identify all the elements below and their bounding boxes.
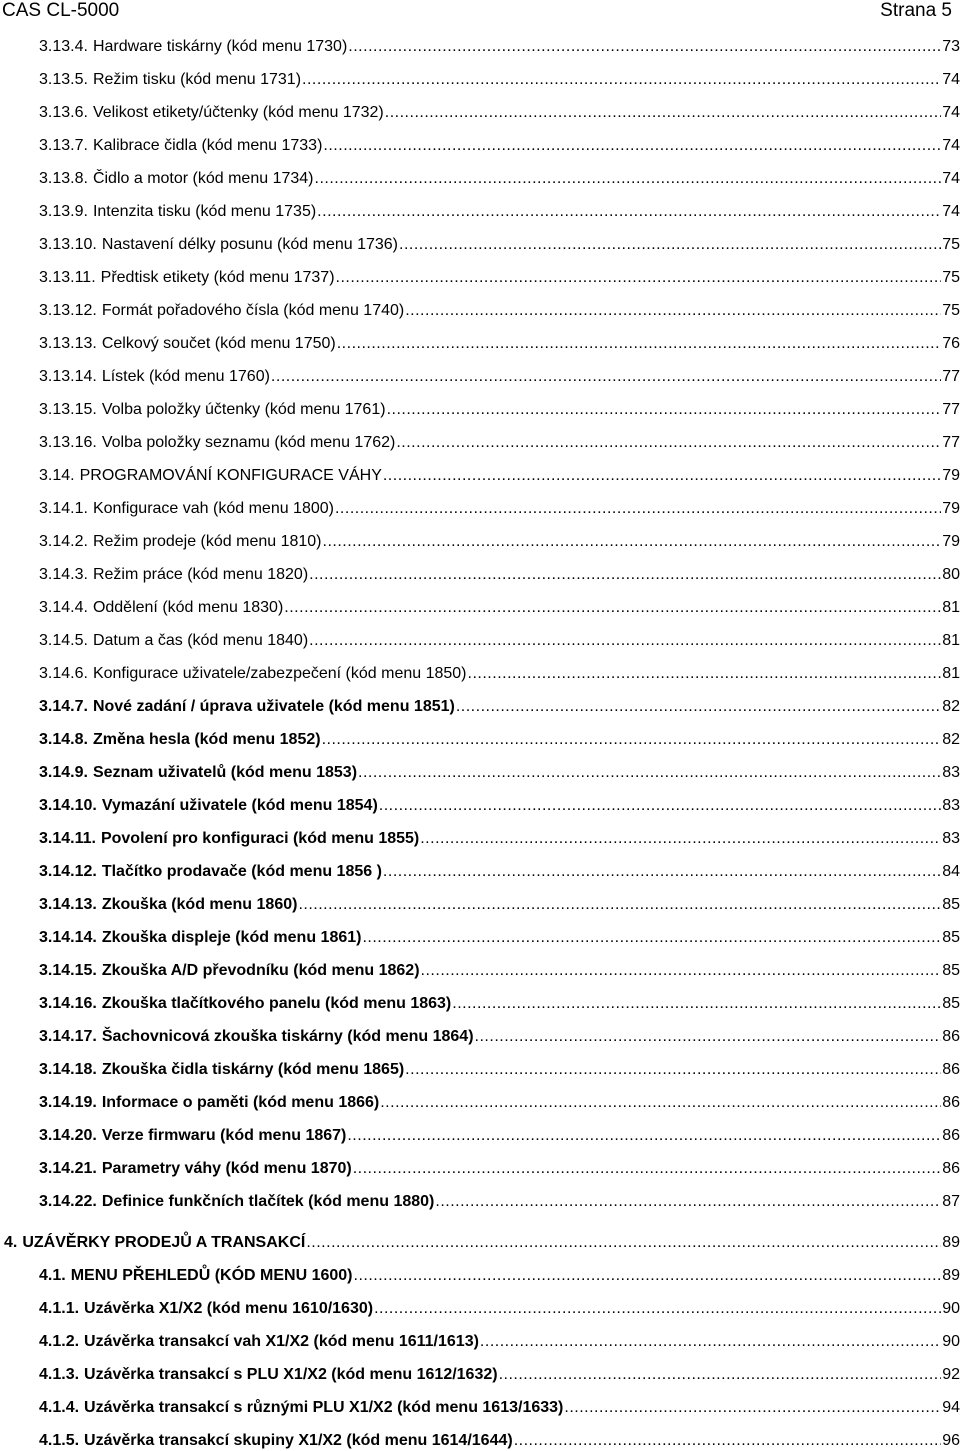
toc-entry-title: Verze firmwaru (kód menu 1867) bbox=[101, 1127, 347, 1144]
toc-dot-leader bbox=[317, 202, 941, 222]
toc-entry-title: Uzávěrka X1/X2 (kód menu 1610/1630) bbox=[84, 1300, 374, 1317]
toc-dot-leader bbox=[284, 598, 941, 618]
toc-entry-page: 85 bbox=[942, 962, 960, 979]
toc-entry-number: 4.1.2. bbox=[39, 1333, 80, 1350]
toc-entry-number: 3.14.10. bbox=[39, 797, 97, 814]
toc-entry-number: 3.13.15. bbox=[39, 401, 97, 418]
toc-entry[interactable] bbox=[39, 1332, 960, 1352]
toc-entry-page: 81 bbox=[942, 632, 960, 649]
toc-entry-number: 3.13.14. bbox=[39, 368, 97, 385]
toc-entry-page: 74 bbox=[942, 71, 960, 88]
toc-entry-page: 92 bbox=[942, 1366, 960, 1383]
toc-dot-leader bbox=[335, 499, 941, 519]
toc-entry[interactable] bbox=[39, 697, 960, 717]
toc-entry-title: PROGRAMOVÁNÍ KONFIGURACE VÁHY bbox=[79, 467, 382, 484]
toc-entry-title: Nové zadání / úprava uživatele (kód menu 1851) bbox=[92, 698, 455, 715]
toc-dot-leader bbox=[421, 961, 942, 981]
toc-entry-number: 3.13.8. bbox=[39, 170, 88, 187]
toc-entry-number: 3.14.1. bbox=[39, 500, 88, 517]
toc-dot-leader bbox=[347, 1126, 941, 1146]
toc-dot-leader bbox=[399, 235, 941, 255]
toc-entry-page: 74 bbox=[942, 203, 960, 220]
toc-dot-leader bbox=[379, 796, 941, 816]
toc-entry-title: Velikost etikety/účtenky (kód menu 1732) bbox=[92, 104, 384, 121]
toc-entry-number: 4.1. bbox=[39, 1267, 66, 1284]
toc-entry-number: 4.1.1. bbox=[39, 1300, 80, 1317]
toc-entry-page: 89 bbox=[942, 1267, 960, 1284]
toc-entry-number: 3.14.13. bbox=[39, 896, 97, 913]
toc-dot-leader bbox=[435, 1192, 941, 1212]
toc-entry-title: Seznam uživatelů (kód menu 1853) bbox=[92, 764, 358, 781]
toc-entry[interactable] bbox=[39, 928, 960, 948]
toc-entry-title: Datum a čas (kód menu 1840) bbox=[92, 632, 309, 649]
toc-entry[interactable] bbox=[39, 862, 960, 882]
toc-entry[interactable] bbox=[39, 70, 960, 90]
toc-entry[interactable] bbox=[39, 1398, 960, 1418]
toc-entry-page: 76 bbox=[942, 335, 960, 352]
toc-entry-page: 81 bbox=[942, 665, 960, 682]
toc-entry-title: Intenzita tisku (kód menu 1735) bbox=[92, 203, 317, 220]
toc-entry-page: 74 bbox=[942, 104, 960, 121]
page-header bbox=[0, 0, 960, 24]
toc-entry-page: 90 bbox=[942, 1333, 960, 1350]
toc-entry-page: 85 bbox=[942, 995, 960, 1012]
toc-entry[interactable] bbox=[4, 1233, 960, 1253]
toc-entry-page: 89 bbox=[942, 1234, 960, 1251]
toc-dot-leader bbox=[315, 169, 942, 189]
toc-entry-title: Nastavení délky posunu (kód menu 1736) bbox=[101, 236, 399, 253]
toc-dot-leader bbox=[405, 1060, 941, 1080]
toc-entry-page: 79 bbox=[942, 500, 960, 517]
toc-dot-leader bbox=[405, 301, 941, 321]
toc-dot-leader bbox=[514, 1431, 942, 1451]
toc-entry-title: Volba položky účtenky (kód menu 1761) bbox=[101, 401, 386, 418]
toc-entry-number: 3.14.14. bbox=[39, 929, 97, 946]
toc-entry-page: 82 bbox=[942, 731, 960, 748]
toc-entry-title: Šachovnicová zkouška tiskárny (kód menu 1864) bbox=[101, 1028, 474, 1045]
toc-entry-number: 3.13.7. bbox=[39, 137, 88, 154]
toc-entry-page: 74 bbox=[942, 170, 960, 187]
toc-dot-leader bbox=[271, 367, 941, 387]
toc-entry[interactable] bbox=[39, 103, 960, 123]
toc-entry-page: 83 bbox=[942, 797, 960, 814]
toc-entry-number: 3.13.5. bbox=[39, 71, 88, 88]
toc-entry-page: 86 bbox=[942, 1094, 960, 1111]
toc-entry-number: 3.13.9. bbox=[39, 203, 88, 220]
toc-entry-title: Změna hesla (kód menu 1852) bbox=[92, 731, 321, 748]
toc-entry-page: 79 bbox=[942, 467, 960, 484]
toc-entry-number: 3.13.13. bbox=[39, 335, 97, 352]
toc-entry[interactable] bbox=[39, 235, 960, 255]
toc-dot-leader bbox=[309, 565, 941, 585]
toc-entry-number: 3.14.21. bbox=[39, 1160, 97, 1177]
toc-dot-leader bbox=[380, 1093, 941, 1113]
toc-entry-title: Celkový součet (kód menu 1750) bbox=[101, 335, 336, 352]
toc-entry-number: 3.13.6. bbox=[39, 104, 88, 121]
toc-entry-title: Informace o paměti (kód menu 1866) bbox=[101, 1094, 380, 1111]
toc-entry-title: Zkouška displeje (kód menu 1861) bbox=[101, 929, 362, 946]
toc-entry-title: Zkouška A/D převodníku (kód menu 1862) bbox=[101, 962, 420, 979]
toc-entry-number: 3.14.22. bbox=[39, 1193, 97, 1210]
toc-entry-number: 3.14.9. bbox=[39, 764, 88, 781]
toc-entry-number: 3.14.11. bbox=[39, 830, 96, 847]
toc-entry-number: 3.14.16. bbox=[39, 995, 97, 1012]
toc-entry-title: Zkouška tlačítkového panelu (kód menu 1863) bbox=[101, 995, 452, 1012]
toc-dot-leader bbox=[302, 70, 941, 90]
toc-entry-number: 3.14.6. bbox=[39, 665, 88, 682]
toc-entry-title: Povolení pro konfiguraci (kód menu 1855) bbox=[100, 830, 420, 847]
toc-entry-title: UZÁVĚRKY PRODEJŮ A TRANSAKCÍ bbox=[22, 1234, 306, 1251]
toc-entry[interactable] bbox=[39, 631, 960, 651]
toc-dot-leader bbox=[564, 1398, 941, 1418]
toc-entry[interactable] bbox=[39, 895, 960, 915]
toc-entry-number: 3.14.3. bbox=[39, 566, 88, 583]
toc-entry[interactable] bbox=[39, 598, 960, 618]
toc-entry-page: 75 bbox=[942, 236, 960, 253]
toc-entry-title: Režim tisku (kód menu 1731) bbox=[92, 71, 302, 88]
toc-entry[interactable] bbox=[39, 466, 960, 486]
toc-entry-page: 83 bbox=[942, 830, 960, 847]
toc-entry-title: Režim prodeje (kód menu 1810) bbox=[92, 533, 322, 550]
toc-entry-page: 77 bbox=[942, 368, 960, 385]
toc-entry-page: 77 bbox=[942, 401, 960, 418]
toc-entry[interactable] bbox=[39, 433, 960, 453]
toc-entry-page: 86 bbox=[942, 1127, 960, 1144]
toc-entry-page: 83 bbox=[942, 764, 960, 781]
toc-entry[interactable] bbox=[39, 136, 960, 156]
toc-entry-number: 3.14.12. bbox=[39, 863, 97, 880]
toc-entry-number: 3.14.18. bbox=[39, 1061, 97, 1078]
toc-entry[interactable] bbox=[39, 961, 960, 981]
toc-entry[interactable] bbox=[39, 796, 960, 816]
toc-dot-leader bbox=[383, 466, 941, 486]
toc-entry-title: Formát pořadového čísla (kód menu 1740) bbox=[101, 302, 405, 319]
toc-entry-number: 3.14.2. bbox=[39, 533, 88, 550]
toc-dot-leader bbox=[322, 730, 942, 750]
toc-entry[interactable] bbox=[39, 1192, 960, 1212]
toc-entry[interactable] bbox=[39, 1299, 960, 1319]
toc-entry[interactable] bbox=[39, 301, 960, 321]
toc-entry-page: 81 bbox=[942, 599, 960, 616]
toc-entry[interactable] bbox=[39, 565, 960, 585]
toc-entry-number: 3.14.5. bbox=[39, 632, 88, 649]
toc-entry[interactable] bbox=[39, 1266, 960, 1286]
toc-entry-title: Režim práce (kód menu 1820) bbox=[92, 566, 309, 583]
toc-entry-number: 3.14.19. bbox=[39, 1094, 97, 1111]
toc-entry-page: 82 bbox=[942, 698, 960, 715]
toc-entry-title: Lístek (kód menu 1760) bbox=[101, 368, 270, 385]
toc-entry-page: 74 bbox=[942, 137, 960, 154]
toc-entry-title: Konfigurace vah (kód menu 1800) bbox=[92, 500, 334, 517]
toc-entry-page: 79 bbox=[942, 533, 960, 550]
toc-entry-number: 3.14.8. bbox=[39, 731, 88, 748]
toc-entry[interactable] bbox=[39, 400, 960, 420]
toc-entry-title: Uzávěrka transakcí s PLU X1/X2 (kód menu 1612/1632) bbox=[84, 1366, 498, 1383]
toc-entry-title: Vymazání uživatele (kód menu 1854) bbox=[101, 797, 378, 814]
toc-entry-number: 3.14.4. bbox=[39, 599, 88, 616]
toc-entry-page: 86 bbox=[942, 1028, 960, 1045]
toc-entry[interactable] bbox=[39, 169, 960, 189]
toc-entry-number: 3.13.16. bbox=[39, 434, 97, 451]
toc-dot-leader bbox=[306, 1233, 941, 1253]
toc-entry-number: 3.13.4. bbox=[39, 38, 88, 55]
toc-dot-leader bbox=[396, 433, 941, 453]
toc-entry-page: 90 bbox=[942, 1300, 960, 1317]
toc-entry-page: 85 bbox=[942, 896, 960, 913]
toc-entry-title: Volba položky seznamu (kód menu 1762) bbox=[101, 434, 396, 451]
toc-entry-page: 75 bbox=[942, 269, 960, 286]
toc-entry-title: Uzávěrka transakcí skupiny X1/X2 (kód menu 1614/1644) bbox=[84, 1432, 513, 1449]
toc-dot-leader bbox=[336, 268, 942, 288]
toc-entry-number: 3.13.12. bbox=[39, 302, 97, 319]
toc-entry-page: 87 bbox=[942, 1193, 960, 1210]
toc-entry[interactable] bbox=[39, 1159, 960, 1179]
toc-entry-page: 86 bbox=[942, 1160, 960, 1177]
toc-entry-title: Definice funkčních tlačítek (kód menu 1880) bbox=[101, 1193, 435, 1210]
toc-entry[interactable] bbox=[39, 499, 960, 519]
toc-dot-leader bbox=[362, 928, 941, 948]
toc-dot-leader bbox=[323, 532, 942, 552]
toc-dot-leader bbox=[385, 103, 941, 123]
toc-entry-number: 3.14. bbox=[39, 467, 75, 484]
toc-dot-leader bbox=[480, 1332, 941, 1352]
toc-entry-number: 3.14.15. bbox=[39, 962, 97, 979]
toc-entry-number: 4. bbox=[4, 1234, 18, 1251]
toc-entry-page: 85 bbox=[942, 929, 960, 946]
toc-entry[interactable] bbox=[39, 1126, 960, 1146]
toc-entry[interactable] bbox=[39, 763, 960, 783]
toc-entry[interactable] bbox=[39, 1060, 960, 1080]
toc-dot-leader bbox=[354, 1266, 942, 1286]
toc-entry[interactable] bbox=[39, 1365, 960, 1385]
toc-dot-leader bbox=[383, 862, 941, 882]
toc-entry[interactable] bbox=[39, 37, 960, 57]
toc-entry-title: Předtisk etikety (kód menu 1737) bbox=[100, 269, 335, 286]
toc-entry-page: 80 bbox=[942, 566, 960, 583]
toc-dot-leader bbox=[323, 136, 941, 156]
toc-dot-leader bbox=[468, 664, 942, 684]
toc-entry-title: Konfigurace uživatele/zabezpečení (kód menu 1850) bbox=[92, 665, 467, 682]
toc-dot-leader bbox=[452, 994, 941, 1014]
toc-entry[interactable] bbox=[39, 202, 960, 222]
toc-entry-page: 75 bbox=[942, 302, 960, 319]
toc-dot-leader bbox=[456, 697, 941, 717]
toc-entry-number: 3.13.11. bbox=[39, 269, 96, 286]
toc-entry[interactable] bbox=[39, 367, 960, 387]
toc-entry[interactable] bbox=[39, 334, 960, 354]
toc-entry-number: 4.1.3. bbox=[39, 1366, 80, 1383]
toc-dot-leader bbox=[358, 763, 941, 783]
toc-dot-leader bbox=[337, 334, 941, 354]
toc-entry-page: 73 bbox=[942, 38, 960, 55]
toc-dot-leader bbox=[374, 1299, 941, 1319]
toc-entry-page: 86 bbox=[942, 1061, 960, 1078]
toc-dot-leader bbox=[420, 829, 941, 849]
toc-dot-leader bbox=[499, 1365, 942, 1385]
toc-entry-title: Parametry váhy (kód menu 1870) bbox=[101, 1160, 352, 1177]
toc-dot-leader bbox=[348, 37, 941, 57]
toc-dot-leader bbox=[475, 1027, 942, 1047]
toc-entry-title: Hardware tiskárny (kód menu 1730) bbox=[92, 38, 348, 55]
toc-entry-page: 84 bbox=[942, 863, 960, 880]
toc-entry-number: 3.14.7. bbox=[39, 698, 88, 715]
toc-dot-leader bbox=[298, 895, 941, 915]
toc-entry-number: 3.13.10. bbox=[39, 236, 97, 253]
toc-entry-number: 4.1.5. bbox=[39, 1432, 80, 1449]
toc-entry-title: MENU PŘEHLEDŮ (KÓD MENU 1600) bbox=[70, 1267, 353, 1284]
toc-dot-leader bbox=[353, 1159, 941, 1179]
document-title: CAS CL-5000 bbox=[2, 0, 120, 21]
toc-entry-title: Zkouška (kód menu 1860) bbox=[101, 896, 298, 913]
toc-entry[interactable] bbox=[39, 532, 960, 552]
toc-entry-number: 3.14.17. bbox=[39, 1028, 97, 1045]
toc-entry[interactable] bbox=[39, 829, 960, 849]
toc-entry[interactable] bbox=[39, 1093, 960, 1113]
page-number: Strana 5 bbox=[880, 0, 952, 21]
toc-entry-page: 94 bbox=[942, 1399, 960, 1416]
toc-entry-number: 3.14.20. bbox=[39, 1127, 97, 1144]
toc-entry[interactable] bbox=[39, 268, 960, 288]
toc-entry-page: 96 bbox=[942, 1432, 960, 1449]
toc-entry-page: 77 bbox=[942, 434, 960, 451]
toc-entry-number: 4.1.4. bbox=[39, 1399, 80, 1416]
toc-entry-title: Zkouška čidla tiskárny (kód menu 1865) bbox=[101, 1061, 405, 1078]
toc-dot-leader bbox=[387, 400, 942, 420]
toc-entry-title: Kalibrace čidla (kód menu 1733) bbox=[92, 137, 323, 154]
toc-entry[interactable] bbox=[39, 994, 960, 1014]
toc-dot-leader bbox=[309, 631, 941, 651]
toc-entry-title: Oddělení (kód menu 1830) bbox=[92, 599, 284, 616]
toc-entry[interactable] bbox=[39, 1431, 960, 1451]
toc-entry[interactable] bbox=[39, 664, 960, 684]
toc-entry[interactable] bbox=[39, 1027, 960, 1047]
toc-entry[interactable] bbox=[39, 730, 960, 750]
toc-entry-title: Uzávěrka transakcí vah X1/X2 (kód menu 1611/1613) bbox=[84, 1333, 479, 1350]
toc-entry-title: Čidlo a motor (kód menu 1734) bbox=[92, 170, 314, 187]
toc-entry-title: Uzávěrka transakcí s různými PLU X1/X2 (kód menu 1613/1633) bbox=[84, 1399, 564, 1416]
toc-entry-title: Tlačítko prodavače (kód menu 1856 ) bbox=[101, 863, 382, 880]
